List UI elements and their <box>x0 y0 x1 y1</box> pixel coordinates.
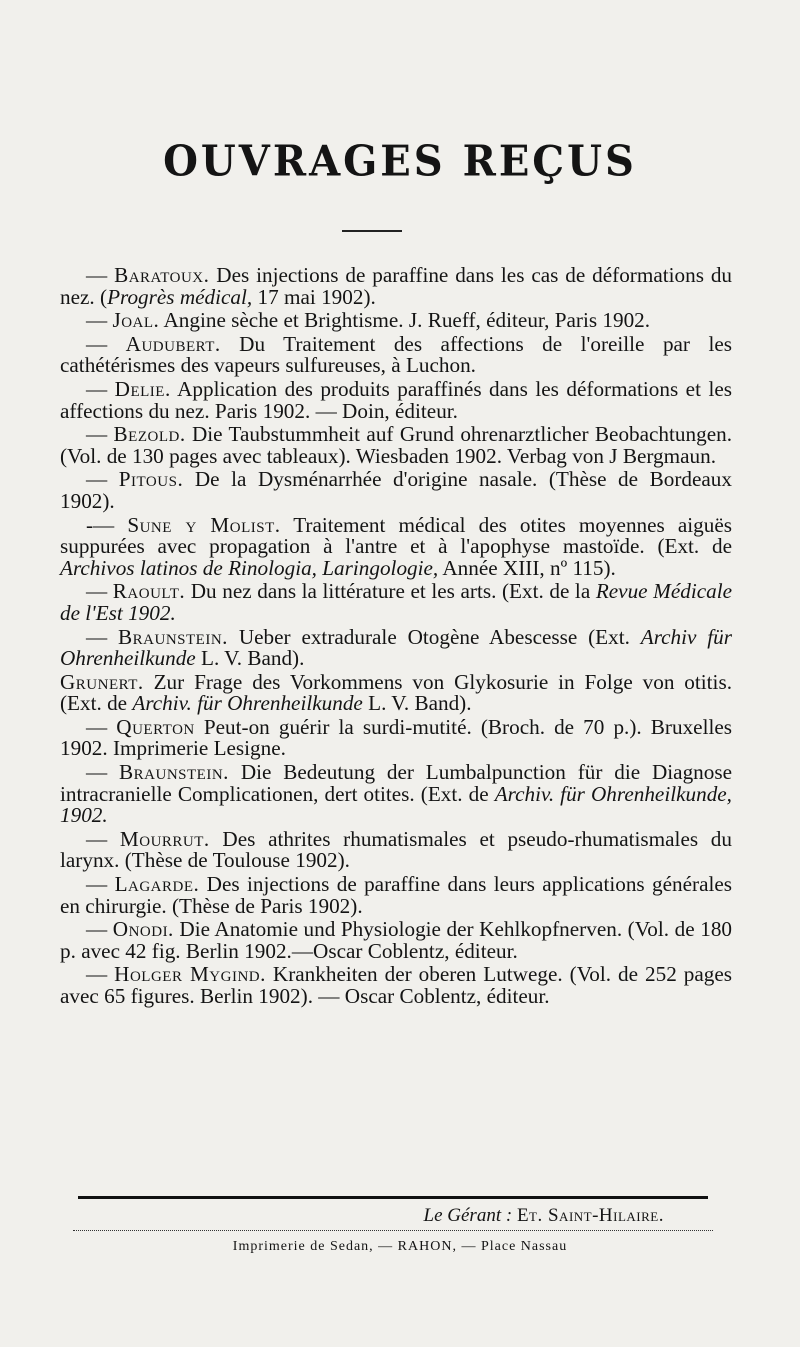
list-item: — Braunstein. Die Bedeutung der Lumbalpunction für die Diagnose intracranielle Complicationen, dert otites. (Ext. de Archiv. für Ohrenheilkunde, 1902. <box>60 760 733 828</box>
gerant-name: Et. Saint-Hilaire. <box>516 1205 664 1226</box>
list-item: — Joal. Angine sèche et Brightisme. J. Rueff, éditeur, Paris 1902. <box>86 308 651 333</box>
list-item: — Pitous. De la Dysménarrhée d'origine nasale. (Thèse de Bordeaux 1902). <box>60 467 732 513</box>
list-item: — Bezold. Die Taubstummheit auf Grund ohrenarztlicher Beobachtungen. (Vol. de 130 pages avec tableaux). Wiesbaden 1902. Verbag von J Bergmaun. <box>60 422 732 468</box>
author-name: Delie. <box>114 376 171 401</box>
list-item: — Delie. Application des produits paraffinés dans les déformations et les affections du nez. Paris 1902. — Doin, éditeur. <box>60 376 732 423</box>
list-item: — Audubert. Du Traitement des affections de l'oreille par les cathétérismes des vapeurs sulfureuses, à Luchon. <box>60 331 733 378</box>
list-item: — Baratoux. Des injections de paraffine dans les cas de déformations du nez. (Progrès médical, 17 mai 1902). <box>60 263 733 309</box>
author-name: Baratoux. <box>114 263 210 287</box>
printer-imprint: Imprimerie de Sedan, — RAHON, — Place Nassau <box>232 1239 568 1254</box>
list-item: Grunert. Zur Frage des Vorkommens von Glykosurie in Folge von otitis. (Ext. de Archiv. für Ohrenheilkunde L. V. Band). <box>60 669 732 716</box>
author-name: Querton <box>116 714 195 739</box>
author-name: Grunert. <box>60 669 144 694</box>
list-item: — Mourrut. Des athrites rhumatismales et pseudo-rhumatismales du larynx. (Thèse de Toulouse 1902). <box>60 826 732 873</box>
author-name: Onodi. <box>112 917 174 942</box>
page-title: OUVRAGES REÇUS <box>163 136 637 187</box>
title-divider <box>342 230 402 232</box>
author-name: Joal. <box>112 308 160 333</box>
author-name: Braunstein. <box>119 760 229 785</box>
author-name: Mourrut. <box>119 826 210 851</box>
footer-rule <box>78 1196 708 1199</box>
author-name: Braunstein. <box>118 624 228 649</box>
list-item: — Holger Mygind. Krankheiten der oberen Lutwege. (Vol. de 252 pages avec 65 figures. Berlin 1902). — Oscar Coblentz, éditeur. <box>60 962 733 1008</box>
list-item: — Lagarde. Des injections de paraffine dans leurs applications générales en chirurgie. (Thèse de Paris 1902). <box>60 872 733 918</box>
author-name: Sune y Molist. <box>127 512 281 537</box>
list-item: — Raoult. Du nez dans la littérature et les arts. (Ext. de la Revue Médicale de l'Est 1902. <box>60 579 732 625</box>
author-name: Lagarde. <box>114 872 200 897</box>
list-item: — Querton Peut-on guérir la surdi-mutité. (Broch. de 70 p.). Bruxelles 1902. Imprimerie Lesigne. <box>60 714 732 761</box>
author-name: Audubert. <box>125 331 221 356</box>
entries-list <box>60 265 732 1010</box>
list-item: — Onodi. Die Anatomie und Physiologie der Kehlkopfnerven. (Vol. de 180 p. avec 42 fig. Berlin 1902.—Oscar Coblentz, éditeur. <box>60 917 733 963</box>
dotted-divider <box>73 1230 713 1231</box>
author-name: Raoult. <box>112 579 186 604</box>
author-name: Pitous. <box>118 467 184 492</box>
list-item: -— Sune y Molist. Traitement médical des otites moyennes aiguës suppurées avec propagation à l'antre et à l'apophyse mastoïde. (Ext. de Archivos latinos de Rinologia, Laringologie, Année XIII, nº 115). <box>60 512 732 580</box>
list-item: — Braunstein. Ueber extradurale Otogène Abescesse (Ext. Archiv für Ohrenheilkunde L. V. Band). <box>60 624 733 671</box>
gerant-signature <box>424 1205 664 1227</box>
author-name: Holger Mygind. <box>114 962 266 987</box>
gerant-label: Le Gérant : <box>423 1205 513 1226</box>
author-name: Bezold. <box>113 422 186 447</box>
